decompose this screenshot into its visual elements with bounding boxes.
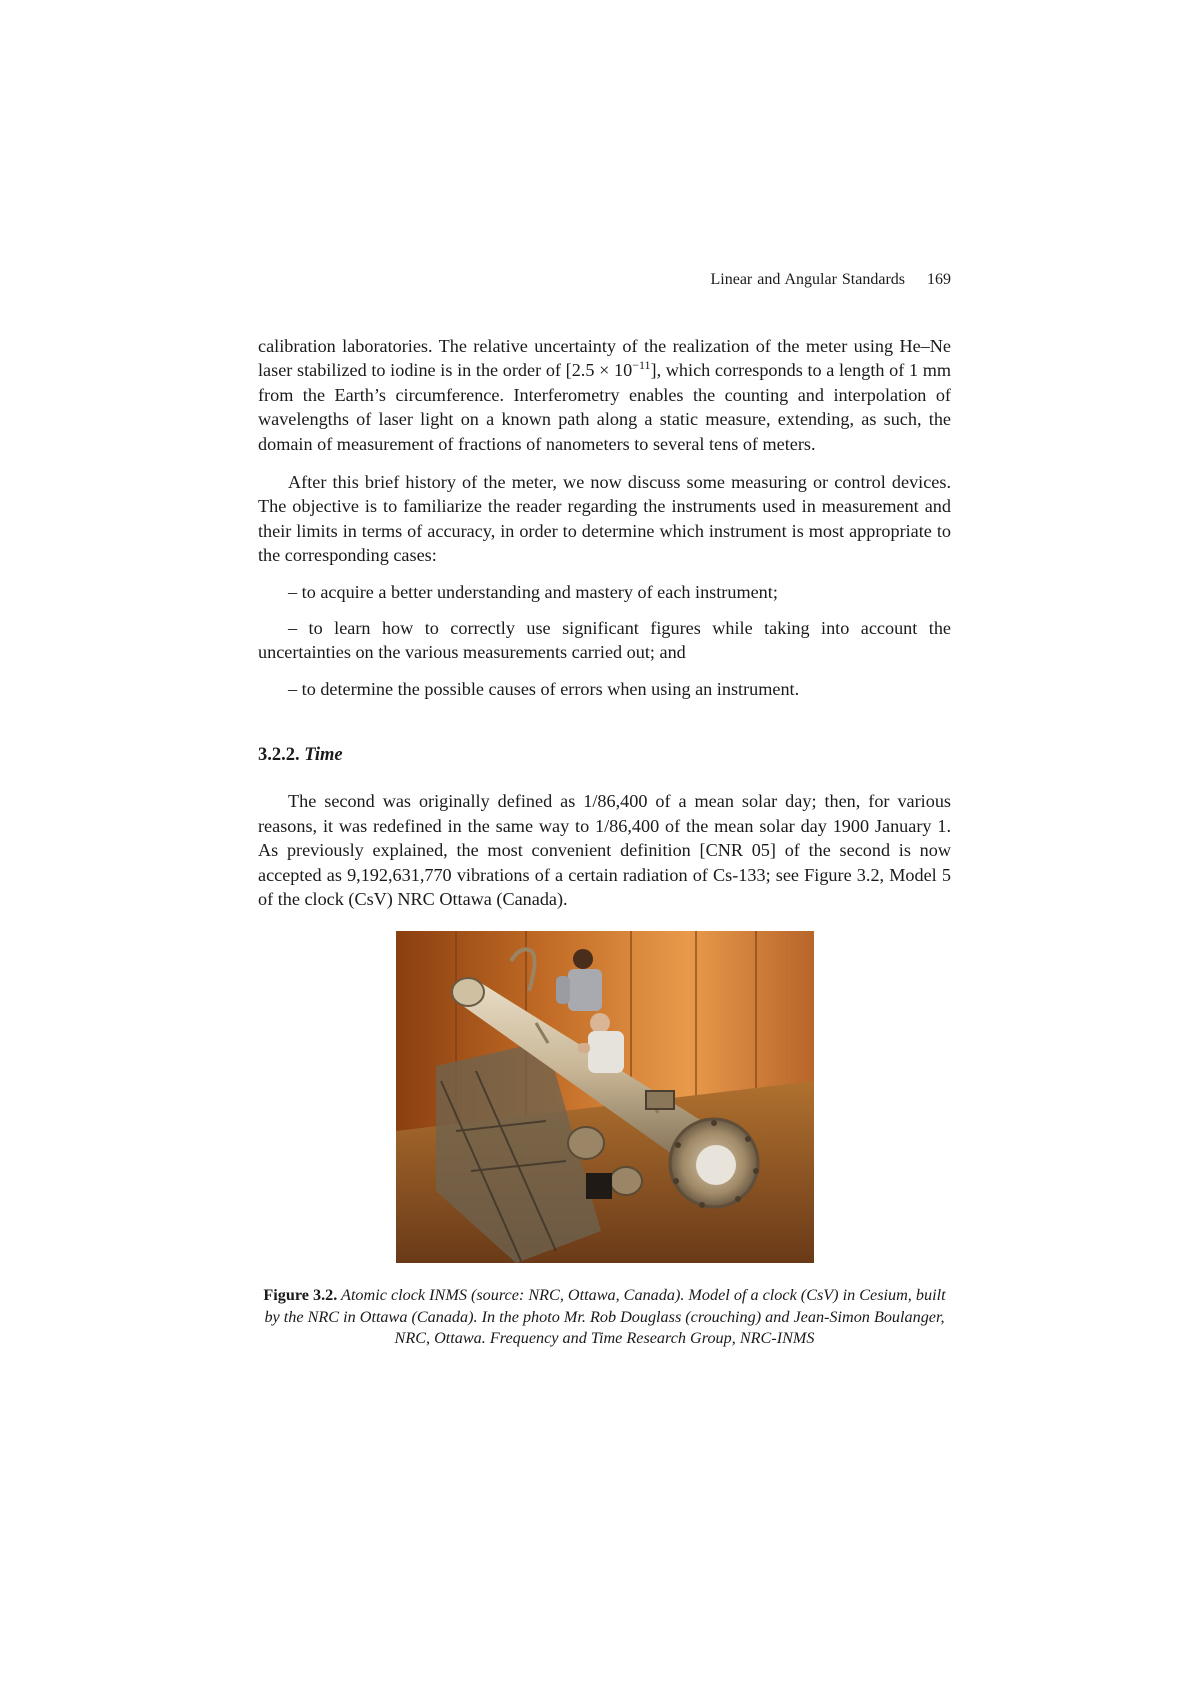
list-item: – to learn how to correctly use significant figures while taking into account the uncertainties on the various measurements carried out; and: [258, 618, 951, 663]
figure-atomic-clock-photo: [396, 931, 814, 1263]
paragraph-text: ], which corresponds to a length of 1 mm from the Earth’s circumference. Interferometry enables the counting and interpolation of wavelengths of laser light on a known path along a static measure, extending, as such, the domain of measurement of fractions of nanometers to several tens of meters.: [258, 360, 951, 454]
section-heading: [258, 743, 951, 767]
section-number: 3.2.2.: [258, 745, 300, 766]
paragraph-time: The second was originally defined as 1/86,400 of a mean solar day; then, for various reasons, it was redefined in the same way to 1/86,400 of the mean solar day 1900 January 1. As previously explained, the most convenient definition [CNR 05] of the second is now accepted as 9,192,631,770 vibrations of a certain radiation of Cs-133; see Figure 3.2, Model 5 of the clock (CsV) NRC Ottawa (Canada).: [258, 791, 951, 909]
list-item: – to determine the possible causes of errors when using an instrument.: [288, 678, 800, 699]
figure-caption-text: Atomic clock INMS (source: NRC, Ottawa, Canada). Model of a clock (CsV) in Cesium, built by the NRC in Ottawa (Canada). In the photo Mr. Rob Douglass (crouching) and Jean-Simon Boulanger, NRC, Ottawa. Frequency and Time Research Group, NRC-INMS: [264, 1286, 946, 1348]
exponent: −11: [632, 358, 651, 373]
paragraph-history: After this brief history of the meter, we now discuss some measuring or control devices. The objective is to familiarize the reader regarding the instruments used in measurement and their limits in terms of accuracy, in order to determine which instrument is most appropriate to the corresponding cases:: [258, 472, 951, 566]
page-number: 169: [927, 271, 951, 288]
figure-caption: [258, 1285, 951, 1350]
running-head-title: Linear and Angular Standards: [710, 271, 905, 288]
figure-label: Figure 3.2.: [263, 1286, 338, 1305]
paragraph-text: calibration laboratories. The relative uncertainty of the realization of the meter using He–Ne laser stabilized to iodine is in the order of [2.5 × 10: [258, 336, 951, 381]
book-page: [258, 270, 951, 1350]
running-head: [258, 270, 951, 290]
section-title: Time: [304, 745, 343, 766]
list-item: – to acquire a better understanding and mastery of each instrument;: [288, 581, 778, 602]
paragraph-calibration: [258, 334, 951, 456]
